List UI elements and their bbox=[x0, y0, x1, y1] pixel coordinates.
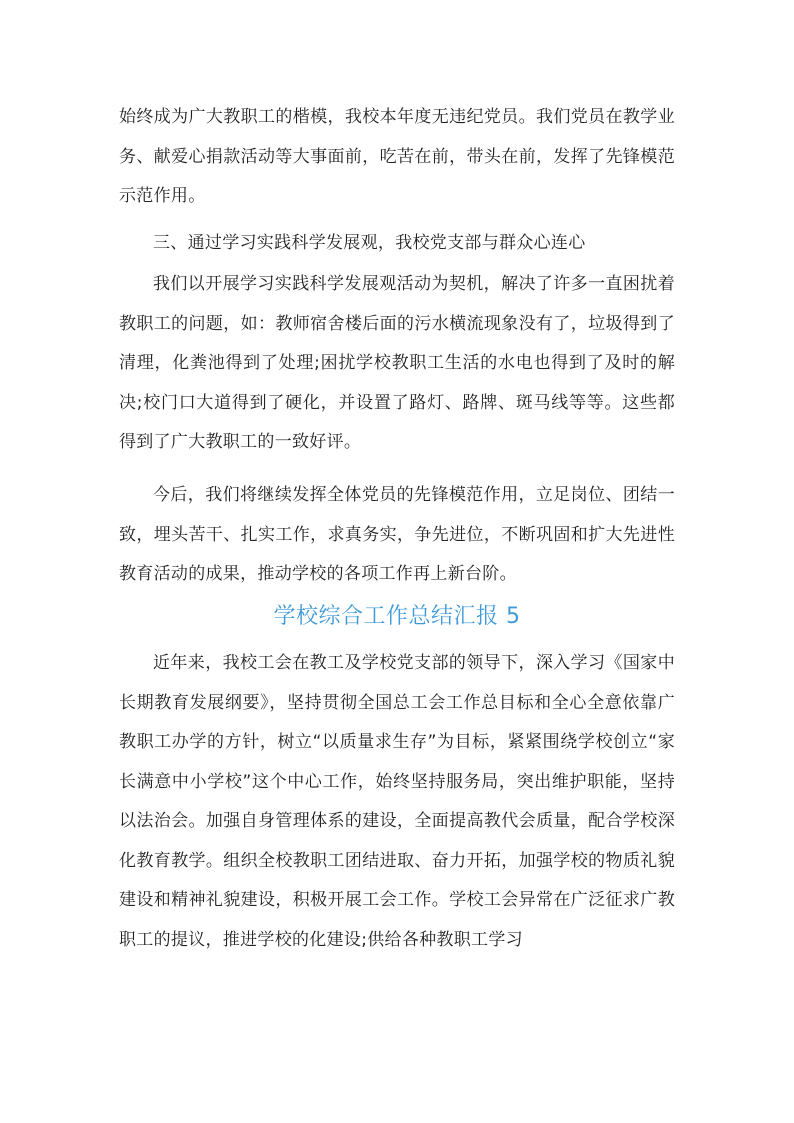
paragraph-problems-solved: 我们以开展学习实践科学发展观活动为契机，解决了许多一直困扰着教职工的问题，如：教师宿舍楼后面的污水横流现象没有了，垃圾得到了清理，化粪池得到了处理;困扰学校教职工生活的水电也得到了及时的解决;校门口大道得到了硬化，并设置了路灯、路牌、斑马线等等。这些都得到了广大教职工的一致好评。 bbox=[119, 274, 675, 452]
paragraph-party-members-model: 始终成为广大教职工的楷模，我校本年度无违纪党员。我们党员在教学业务、献爱心捐款活动等大事面前，吃苦在前，带头在前，发挥了先锋模范示范作用。 bbox=[119, 107, 675, 206]
paragraph-subheading-three: 三、通过学习实践科学发展观，我校党支部与群众心连心 bbox=[153, 233, 586, 253]
paragraph-future-plans: 今后，我们将继续发挥全体党员的先锋模范作用，立足岗位、团结一致，埋头苦干、扎实工作，求真务实，争先进位，不断巩固和扩大先进性教育活动的成果，推动学校的各项工作再上新台阶。 bbox=[119, 485, 675, 584]
section-title: 学校综合工作总结汇报 5 bbox=[273, 604, 521, 629]
paragraph-union-work: 近年来，我校工会在教工及学校党支部的领导下，深入学习《国家中长期教育发展纲要》，坚持贯彻全国总工会工作总目标和全心全意依靠广教职工办学的方针，树立“以质量求生存”为目标，紧紧围绕学校创立“家长满意中小学校”这个中心工作，始终坚持服务局，突出维护职能，坚持以法治会。加强自身管理体系的建设，全面提高教代会质量，配合学校深化教育教学。组织全校教职工团结进取、奋力开拓，加强学校的物质礼貌建设和精神礼貌建设，积极开展工会工作。学校工会异常在广泛征求广教职工的提议，推进学校的化建设;供给各种教职工学习 bbox=[119, 653, 675, 950]
